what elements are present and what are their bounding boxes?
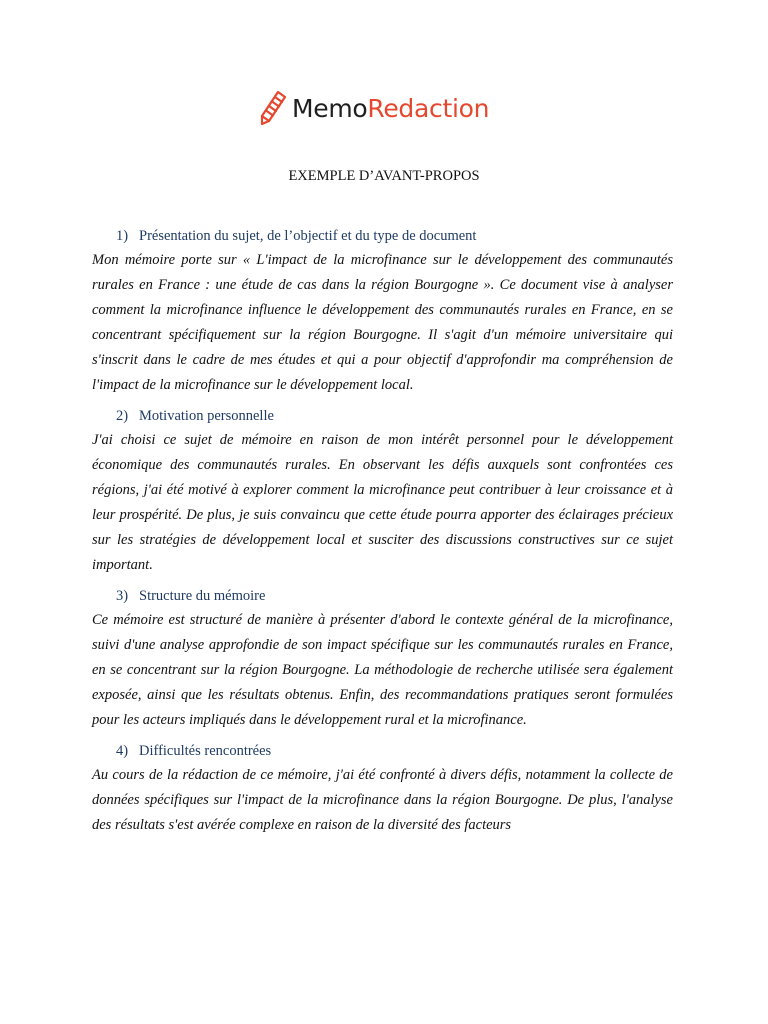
section-heading (116, 226, 673, 246)
section-paragraph: J'ai choisi ce sujet de mémoire en raison de mon intérêt personnel pour le développement économique des communautés rurales. En observant les défis auxquels sont confrontées ces régions, j'ai été motivé à explorer comment la microfinance peut contribuer à leur croissance et à leur prospérité. De plus, je suis convaincu que cette étude pourra apporter des éclairages précieux sur les stratégies de développement local et susciter des discussions constructives sur ce sujet important. (92, 432, 673, 573)
section-heading-text: Motivation personnelle (139, 408, 274, 424)
pencil-icon (258, 89, 288, 127)
section-number: 2) (116, 408, 129, 424)
section-presentation (92, 226, 673, 398)
section-heading (116, 406, 673, 426)
brand-name-part2: Redaction (367, 93, 490, 123)
section-difficulties (92, 741, 673, 838)
section-number: 1) (116, 228, 129, 244)
section-heading-text: Structure du mémoire (139, 588, 266, 604)
section-structure (92, 586, 673, 733)
section-motivation (92, 406, 673, 578)
section-heading (116, 586, 673, 606)
section-paragraph: Ce mémoire est structuré de manière à présenter d'abord le contexte général de la microfinance, suivi d'une analyse approfondie de son impact spécifique sur les communautés rurales en France, en se concentrant sur la région Bourgogne. La méthodologie de recherche utilisée sera également exposée, ainsi que les résultats obtenus. Enfin, des recommandations pratiques seront formulées pour les acteurs impliqués dans le développement rural et la microfinance. (92, 612, 673, 728)
brand-logo (258, 86, 489, 130)
document-title: EXEMPLE D’AVANT-PROPOS (288, 168, 480, 184)
section-paragraph: Mon mémoire porte sur « L'impact de la microfinance sur le développement des communautés rurales en France : une étude de cas dans la région Bourgogne ». Ce document vise à analyser comment la microfinance influence le développement des communautés rurales en France, en se concentrant spécifiquement sur la région Bourgogne. Il s'agit d'un mémoire universitaire qui s'inscrit dans le cadre de mes études et qui a pour objectif d'approfondir ma compréhension de l'impact de la microfinance sur le développement local. (92, 252, 673, 393)
section-heading-text: Présentation du sujet, de l’objectif et du type de document (139, 228, 477, 244)
section-heading (116, 741, 673, 761)
section-paragraph: Au cours de la rédaction de ce mémoire, j'ai été confronté à divers défis, notamment la collecte de données spécifiques sur l'impact de la microfinance dans la région Bourgogne. De plus, l'analyse des résultats s'est avérée complexe en raison de la diversité des facteurs (92, 767, 673, 833)
section-number: 3) (116, 588, 129, 604)
brand-name (292, 93, 490, 123)
document-body (92, 226, 673, 838)
brand-name-part1: Memo (292, 93, 368, 123)
section-number: 4) (116, 743, 129, 759)
section-heading-text: Difficultés rencontrées (139, 743, 272, 759)
